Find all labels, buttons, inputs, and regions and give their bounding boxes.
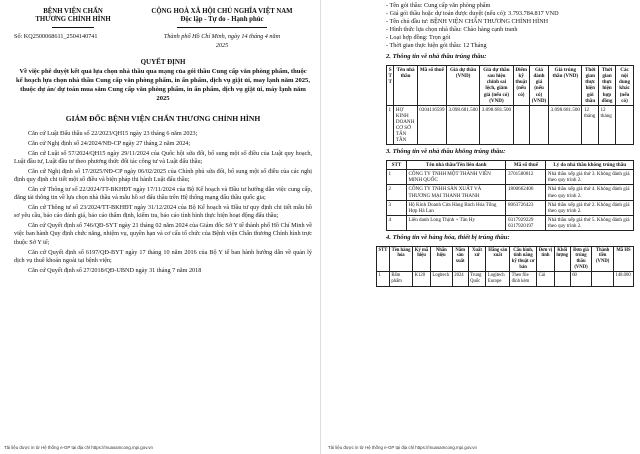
table-cell: 60 bbox=[570, 272, 592, 286]
goods-table bbox=[376, 246, 634, 287]
table-body bbox=[387, 170, 634, 231]
column-header: Hãng sản xuất bbox=[486, 246, 510, 272]
table-cell: 3.098.681.500 bbox=[447, 105, 480, 145]
package-info-item: - Tên gói thầu: Cung cấp văn phòng phẩm bbox=[386, 2, 491, 9]
losing-bidder-table bbox=[386, 160, 634, 231]
column-header: Tên hàng hóa bbox=[389, 246, 412, 272]
legal-basis-paragraph: Căn cứ Luật Đấu thầu số 22/2023/QH15 ngày 23 tháng 6 năm 2023; bbox=[28, 129, 198, 137]
table-cell: Bấm phẩm bbox=[389, 272, 412, 286]
issuer-name-line2: THƯƠNG CHỈNH HÌNH bbox=[35, 16, 111, 24]
table-cell: 2 bbox=[387, 185, 407, 200]
table-cell bbox=[554, 272, 570, 286]
document-page-1 bbox=[0, 0, 320, 440]
table-cell: Hộ Kinh Doanh Cửa Hàng Bách Hóa Tổng Hợp Hà Lan bbox=[406, 200, 506, 215]
table-body bbox=[387, 105, 634, 145]
section-heading: 3. Thông tin về nhà thầu không trúng thầu: bbox=[386, 148, 506, 156]
table-header-row bbox=[377, 246, 634, 272]
column-header: Giá trúng thầu (VND) bbox=[549, 66, 582, 106]
table-cell: 1 bbox=[387, 170, 407, 185]
package-info-list bbox=[330, 2, 626, 50]
table-cell bbox=[529, 105, 548, 145]
document-meta bbox=[14, 33, 312, 49]
table-row bbox=[387, 170, 634, 185]
table-row bbox=[387, 200, 634, 215]
table-cell: HỢ KINH DOANH CƠ SỞ TẤN TẦN bbox=[394, 105, 417, 145]
column-header: Mã số thuế bbox=[417, 66, 446, 106]
table-cell: 4 bbox=[387, 215, 407, 230]
table-cell: Liên danh Long Thịnh + Tân Hy bbox=[406, 215, 506, 230]
table-cell: 12 tháng bbox=[599, 105, 616, 145]
table-cell: 0317929229 0317920197 bbox=[506, 215, 546, 230]
column-header: Ký mã hiệu bbox=[413, 246, 431, 272]
column-header: Lý do nhà thầu không trúng thầu bbox=[546, 161, 634, 170]
column-header: Đơn vị tính bbox=[537, 246, 555, 272]
motto-rule bbox=[177, 27, 267, 28]
column-header: Nhãn hiệu bbox=[430, 246, 452, 272]
date-line2: 2025 bbox=[215, 41, 229, 49]
table-cell: 1800662406 bbox=[506, 185, 546, 200]
country-motto: Độc lập - Tự do - Hạnh phúc bbox=[180, 16, 264, 24]
issuer-rule bbox=[52, 27, 94, 28]
legal-basis-paragraph: Căn cứ Quyết định số 27/2018/QĐ-UBND ngày 31 tháng 7 năm 2018 bbox=[28, 266, 202, 274]
table-cell: 3.098.681.500 bbox=[549, 105, 582, 145]
table-cell: Nhà thầu xếp giá thứ 2. Không đánh giá theo quy trình 2. bbox=[546, 200, 634, 215]
column-header: Đơn giá trúng thầu (VND) bbox=[570, 246, 592, 272]
table-cell: Nhà thầu xếp giá thứ 4. Không đánh giá theo quy trình 2. bbox=[546, 185, 634, 200]
package-info-item: - Tên chủ đầu tư: BỆNH VIỆN CHẤN THƯƠNG CHỈNH HÌNH bbox=[386, 18, 549, 26]
table-cell: Theo file đính kèm bbox=[510, 272, 537, 286]
national-header bbox=[132, 8, 312, 28]
table-row bbox=[377, 272, 634, 286]
package-info-item: - Loại hợp đồng: Trọn gói bbox=[386, 34, 451, 42]
document-title: QUYẾT ĐỊNH bbox=[140, 57, 186, 66]
table-cell: Nhà thầu xếp giá thứ 3. Không đánh giá theo quy trình 2. bbox=[546, 170, 634, 185]
authority-heading: GIÁM ĐỐC BỆNH VIỆN CHẤN THƯƠNG CHỈNH HÌNH bbox=[65, 113, 261, 123]
table-cell bbox=[592, 272, 614, 286]
legal-basis-list bbox=[14, 130, 312, 275]
table-cell: Cái bbox=[537, 272, 555, 286]
date-line1: Thành phố Hồ Chí Minh, ngày 14 tháng 4 năm bbox=[163, 33, 281, 41]
table-cell: 3701580812 bbox=[506, 170, 546, 185]
column-header: Mã số thuế bbox=[506, 161, 546, 170]
document-header bbox=[14, 8, 312, 28]
table-header bbox=[387, 161, 634, 170]
legal-basis-paragraph: Căn cứ Nghị định số 17/2025/NĐ-CP ngày 06/02/2025 của Chính phủ sửa đổi, bổ sung một số điều của các nghị định quy định chi tiết một số điều và biện pháp thi hành Luật đấu thầu; bbox=[14, 167, 312, 183]
legal-basis-paragraph: Căn cứ Nghị định số 24/2024/NĐ-CP ngày 27 tháng 2 năm 2024; bbox=[28, 139, 191, 147]
table-cell: 148.000 bbox=[613, 272, 633, 286]
section-heading: 2. Thông tin về nhà thầu trúng thầu: bbox=[386, 53, 487, 61]
table-cell bbox=[513, 105, 529, 145]
table-cell: CÔNG TY TNHH SẢN XUẤT VÀ THƯƠNG MẠI THANH THANH bbox=[406, 185, 506, 200]
print-footer-left: Tải liệu được in từ Hệ thống e-GP tại địa chỉ https://muasamcong.mpi.gov.vn bbox=[4, 445, 153, 450]
legal-basis-paragraph: Căn cứ Quyết định số 6197/QĐ-BYT ngày 17 tháng 10 năm 2016 của Bộ Y tế ban hành hướng dẫn về quản lý dịch vụ thuê khoán ngoài tại bệnh viện; bbox=[14, 248, 312, 264]
table-cell: CÔNG TY TNHH MỘT THÀNH VIÊN MINH QUỐC bbox=[406, 170, 506, 185]
column-header: Giá dự thầu sau hiệu chỉnh sai lệch, giảm giá (nếu có) (VND) bbox=[480, 66, 513, 106]
issuer-name-line1: BỆNH VIỆN CHẤN bbox=[43, 8, 103, 15]
column-header: Xuất xứ bbox=[468, 246, 486, 272]
table-cell: K120 bbox=[413, 272, 431, 286]
table-cell: 12 tháng bbox=[582, 105, 599, 145]
legal-basis-paragraph: Căn cứ Quyết định số 746/QĐ-SYT ngày 21 tháng 02 năm 2024 của Giám đốc Sở Y tế thành phố Hồ Chí Minh về việc ban hành Quy định chức năng, nhiệm vụ, quyền hạn và cơ cấu tổ chức của Bệnh viện Chấn thương Chỉnh hình trực thuộc Sở Y tế; bbox=[14, 222, 312, 246]
column-header: Thời gian thực hiện hợp đồng bbox=[599, 66, 616, 106]
package-info-item: - Giá gói thầu hoặc dự toán được duyệt (nếu có): 3.793.784.817 VND bbox=[386, 10, 559, 18]
table-header-row bbox=[387, 66, 634, 106]
column-header: Mã HS bbox=[613, 246, 633, 272]
column-header: Khối lượng bbox=[554, 246, 570, 272]
column-header: Tên nhà thầu bbox=[394, 66, 417, 106]
package-info-item: - Hình thức lựa chọn nhà thầu: Chào hàng cạnh tranh bbox=[386, 26, 518, 34]
table-cell: 1 bbox=[387, 105, 394, 145]
table-header bbox=[377, 246, 634, 272]
table-cell: Nhà thầu xếp giá thứ 5. Không đánh giá theo quy trình 2. bbox=[546, 215, 634, 230]
table-cell: 2024 bbox=[452, 272, 468, 286]
issuer-block bbox=[14, 8, 132, 28]
legal-basis-paragraph: Căn cứ Thông tư số 22/2024/TT-BKHĐT ngày 17/11/2024 của Bộ Kế hoạch và Đầu tư hướng dẫn việc cung cấp, đăng tải thông tin về lựa chọn nhà thầu và mẫu hồ sơ đấu thầu trên Hệ thống mạng đấu thầu quốc gia; bbox=[14, 185, 312, 202]
table-cell: Logitech bbox=[430, 272, 452, 286]
table-header bbox=[387, 66, 634, 106]
table-cell bbox=[616, 105, 634, 145]
legal-basis-paragraph: Căn cứ Thông tư số 23/2024/TT-BKHĐT ngày 31/12/2024 của Bộ Kế hoạch và Đầu tư quy định chi tiết mẫu hồ sơ yêu cầu, báo cáo đánh giá, báo cáo thẩm định, kiểm tra, báo cáo tình hình thực hiện hoạt động đấu thầu; bbox=[14, 204, 312, 220]
document-page-2 bbox=[320, 0, 640, 440]
table-cell: 0304116599 bbox=[417, 105, 446, 145]
column-header: Điểm kỹ thuật (nếu có) bbox=[513, 66, 529, 106]
column-header: STT bbox=[387, 161, 407, 170]
column-header: Năm sản xuất bbox=[452, 246, 468, 272]
package-info-item: - Thời gian thực hiện gói thầu: 12 Tháng bbox=[386, 42, 487, 50]
column-header: Thành tiền (VND) bbox=[592, 246, 614, 272]
table-cell: Logitech Europe bbox=[486, 272, 510, 286]
table-cell: 8063726423 bbox=[506, 200, 546, 215]
table-cell: 3.098.681.500 bbox=[480, 105, 513, 145]
column-header: S T T bbox=[387, 66, 394, 106]
table-cell: 3 bbox=[387, 200, 407, 215]
document-number: Số: KQ2500068611_2504140741 bbox=[14, 33, 98, 41]
table-header-row bbox=[387, 161, 634, 170]
table-cell: Trung Quốc bbox=[468, 272, 486, 286]
table-cell: 1 bbox=[377, 272, 390, 286]
table-row bbox=[387, 215, 634, 230]
table-body bbox=[377, 272, 634, 286]
table-row bbox=[387, 105, 634, 145]
country-name: CỘNG HOÀ XÃ HỘI CHỦ NGHĨA VIỆT NAM bbox=[151, 8, 293, 15]
winning-bidder-table bbox=[386, 65, 634, 145]
column-header: Thời gian thực hiện gói thầu bbox=[582, 66, 599, 106]
column-header: Tên nhà thầu/Tên liên danh bbox=[406, 161, 506, 170]
section-heading: 4. Thông tin về hàng hóa, thiết bị trúng thầu: bbox=[386, 234, 510, 242]
column-header: Các nội dung khác (nếu có) bbox=[616, 66, 634, 106]
legal-basis-paragraph: Căn cứ Luật số 57/2024/QH15 ngày 29/11/2024 của Quốc hội sửa đổi, bổ sung một số điều của Luật quy hoạch, Luật đầu tư, Luật đầu tư theo phương thức đối tác công tư và Luật đấu thầu; bbox=[14, 149, 312, 165]
column-header: Giá đánh giá (nếu có) (VND) bbox=[529, 66, 548, 106]
print-footer-right: Tải liệu được in từ Hệ thống e-GP tại địa chỉ https://muasamcong.mpi.gov.vn bbox=[328, 445, 477, 450]
table-row bbox=[387, 185, 634, 200]
document-date bbox=[132, 33, 312, 49]
column-header: Cấu hình, tính năng kỹ thuật cơ bản bbox=[510, 246, 537, 272]
column-header: Giá dự thầu (VND) bbox=[447, 66, 480, 106]
column-header: STT bbox=[377, 246, 390, 272]
document-subtitle: Về việc phê duyệt kết quả lựa chọn nhà thầu qua mạng của gói thầu Cung cấp văn phòng phẩm, thuộc kế hoạch lựa chọn nhà thầu Cung cấp văn phòng phẩm, in ấn phẩm, dịch vụ giặt ủi, may lạnh năm 2025, thuộc dự án/ dự toán mua sắm Cung cấp văn phòng phẩm, in ấn phẩm, dịch vụ giặt ủi, máy lạnh năm 2025 bbox=[16, 68, 310, 102]
